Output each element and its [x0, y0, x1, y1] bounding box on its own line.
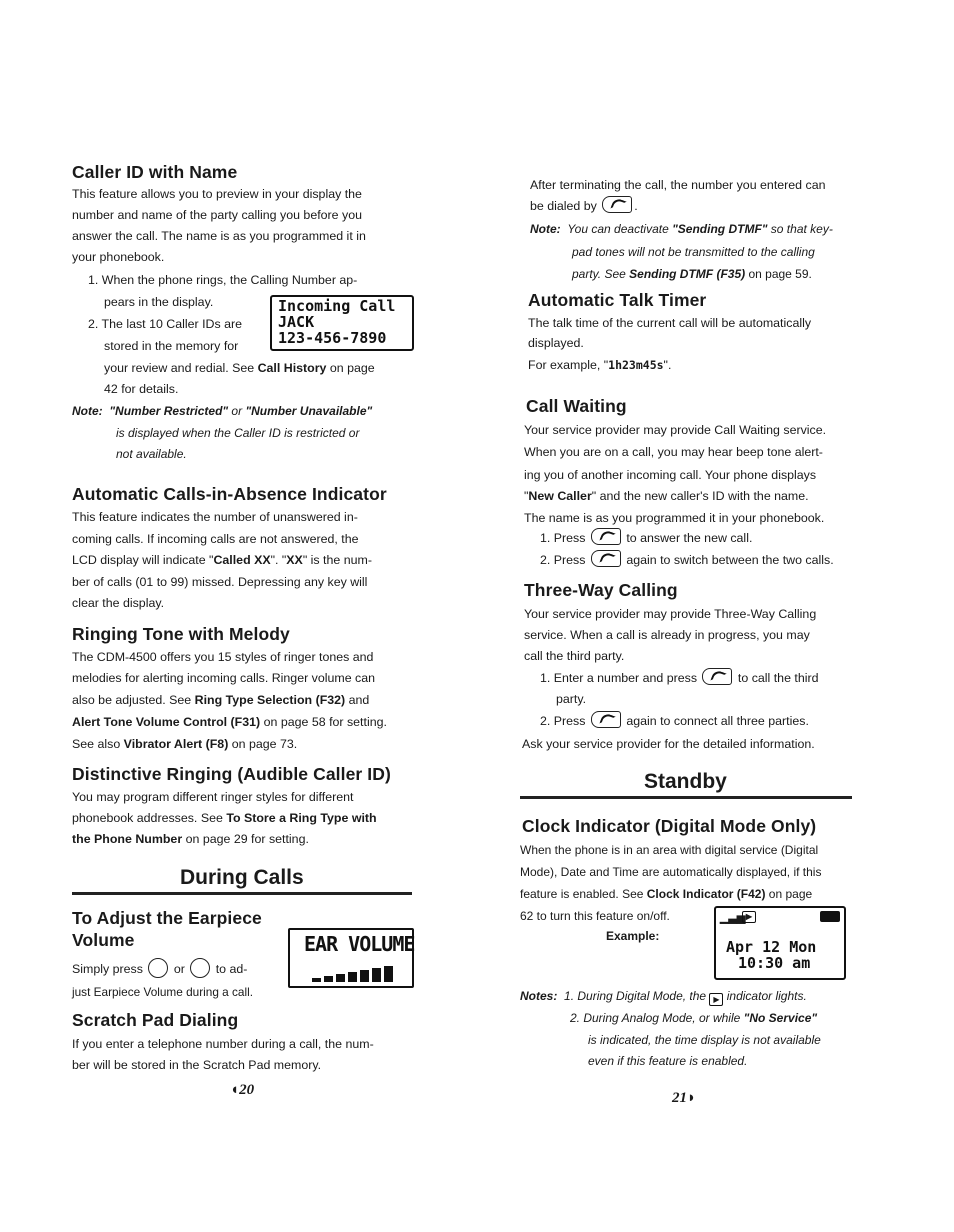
volume-level-bars [312, 964, 408, 982]
clock-l1: When the phone is in an area with digital service (Digital [520, 843, 819, 857]
during-calls-heading: During Calls [180, 866, 304, 889]
after-note-l2: pad tones will not be transmitted to the calling [572, 245, 815, 259]
clock-example: Example: [606, 929, 660, 943]
caller-id-step2c: your review and redial. See Call History on page [104, 361, 375, 375]
caller-id-intro-3: answer the call. The name is as you programmed it in [72, 229, 366, 243]
digital-mode-icon: ▶ [742, 911, 756, 923]
call-waiting-l1: Your service provider may provide Call Waiting service. [524, 423, 827, 437]
call-waiting-title: Call Waiting [526, 396, 627, 416]
clock-l3: feature is enabled. See Clock Indicator (F42) on page [520, 887, 813, 901]
three-way-s2: 2. Press again to connect all three parties. [540, 711, 809, 732]
caller-id-note-2: is displayed when the Caller ID is restricted or [116, 426, 360, 440]
earpiece-l1: Simply press or to ad- [72, 958, 247, 980]
volume-up-key-icon [148, 958, 168, 978]
three-way-l1: Your service provider may provide Three-Way Calling [524, 607, 817, 621]
caller-id-step1a: 1. When the phone rings, the Calling Number ap- [88, 273, 358, 287]
earpiece-title-1: To Adjust the Earpiece [72, 908, 262, 928]
distinctive-l1: You may program different ringer styles for different [72, 790, 354, 804]
call-waiting-l5: The name is as you programmed it in your phonebook. [524, 511, 825, 525]
ringing-tone-l1: The CDM-4500 offers you 15 styles of ringer tones and [72, 650, 374, 664]
send-key-icon [591, 550, 621, 567]
three-way-title: Three-Way Calling [524, 580, 678, 600]
volume-bar [348, 972, 357, 982]
lcd-ear-volume: EAR VOLUME [304, 932, 415, 956]
ringing-tone-l2: melodies for alerting incoming calls. Ringer volume can [72, 671, 376, 685]
clock-note-2: 2. During Analog Mode, or while "No Service" [570, 1011, 818, 1025]
three-way-s1c: party. [556, 692, 587, 706]
clock-note-4: even if this feature is enabled. [588, 1054, 748, 1068]
call-waiting-s2: 2. Press again to switch between the two calls. [540, 550, 834, 571]
talk-timer-l2: displayed. [528, 336, 584, 350]
signal-strength-icon: ▁▃▅ [720, 912, 746, 924]
send-key-icon [702, 668, 732, 685]
caller-id-lcd [270, 295, 414, 351]
calls-absence-l5: clear the display. [72, 596, 165, 610]
volume-bar [384, 966, 393, 982]
clock-l4: 62 to turn this feature on/off. [520, 909, 670, 923]
volume-bar [312, 978, 321, 982]
after-l2: be dialed by . [530, 196, 638, 217]
caller-id-step2d: 42 for details. [104, 382, 179, 396]
three-way-l2: service. When a call is already in progress, you may [524, 628, 810, 642]
send-key-icon [591, 528, 621, 545]
call-waiting-l4: "New Caller" and the new caller's ID with the name. [524, 489, 809, 503]
send-key-icon [602, 196, 632, 213]
caller-id-note-3: not available. [116, 447, 187, 461]
call-waiting-l3: ing you of another incoming call. Your phone displays [524, 468, 817, 482]
talk-timer-l3: For example, "1h23m45s". [528, 358, 672, 372]
calls-absence-title: Automatic Calls-in-Absence Indicator [72, 484, 387, 504]
lcd-incoming-call: Incoming Call [278, 297, 396, 315]
caller-id-step1b: pears in the display. [104, 295, 214, 309]
after-l1: After terminating the call, the number you entered can [530, 178, 826, 192]
clock-note-3: is indicated, the time display is not available [588, 1033, 821, 1047]
talk-timer-title: Automatic Talk Timer [528, 290, 707, 310]
earpiece-title-2: Volume [72, 930, 135, 950]
distinctive-title: Distinctive Ringing (Audible Caller ID) [72, 764, 391, 784]
scratch-title: Scratch Pad Dialing [72, 1010, 239, 1030]
left-page-number: ◖20 [230, 1082, 255, 1098]
ear-volume-lcd [288, 928, 414, 988]
volume-bar [372, 968, 381, 982]
volume-down-key-icon [190, 958, 210, 978]
distinctive-l2: phonebook addresses. See To Store a Ring Type with [72, 811, 377, 825]
three-way-s1: 1. Enter a number and press to call the third [540, 668, 819, 689]
digital-mode-icon: ▶ [709, 993, 723, 1006]
calls-absence-l1: This feature indicates the number of unanswered in- [72, 510, 358, 524]
lcd-time: 10:30 am [738, 954, 811, 972]
call-waiting-l2: When you are on a call, you may hear beep tone alert- [524, 445, 823, 459]
after-note-l1: Note: You can deactivate "Sending DTMF" so that key- [530, 222, 833, 236]
caller-id-intro-1: This feature allows you to preview in your display the [72, 187, 362, 201]
caller-id-step2a: 2. The last 10 Caller IDs are [88, 317, 243, 331]
ringing-tone-title: Ringing Tone with Melody [72, 624, 290, 644]
during-calls-rule [72, 892, 412, 895]
standby-heading: Standby [644, 770, 727, 793]
battery-icon [820, 911, 840, 922]
standby-rule [520, 796, 852, 799]
clock-note-1: Notes: 1. During Digital Mode, the ▶ indicator lights. [520, 989, 807, 1004]
caller-id-note: Note: "Number Restricted" or "Number Unavailable" [72, 404, 373, 418]
distinctive-l3: the Phone Number on page 29 for setting. [72, 832, 309, 846]
three-way-l4: Ask your service provider for the detailed information. [522, 737, 815, 751]
clock-l2: Mode), Date and Time are automatically displayed, if this [520, 865, 822, 879]
clock-lcd [714, 906, 846, 980]
talk-timer-l1: The talk time of the current call will be automatically [528, 316, 812, 330]
calls-absence-l4: ber of calls (01 to 99) missed. Depressing any key will [72, 575, 368, 589]
calls-absence-l3: LCD display will indicate "Called XX". "XX" is the num- [72, 553, 372, 567]
lcd-caller-number: 123-456-7890 [278, 329, 387, 347]
calls-absence-l2: coming calls. If incoming calls are not answered, the [72, 532, 359, 546]
clock-title: Clock Indicator (Digital Mode Only) [522, 816, 817, 836]
right-page-number: 21◗ [672, 1090, 697, 1106]
after-note-l3: party. See Sending DTMF (F35) on page 59. [572, 267, 812, 281]
volume-bar [324, 976, 333, 982]
earpiece-l2: just Earpiece Volume during a call. [72, 985, 253, 999]
caller-id-step2b: stored in the memory for [104, 339, 239, 353]
scratch-l2: ber will be stored in the Scratch Pad memory. [72, 1058, 322, 1072]
scratch-l1: If you enter a telephone number during a call, the num- [72, 1037, 374, 1051]
ringing-tone-l5: See also Vibrator Alert (F8) on page 73. [72, 737, 298, 751]
volume-bar [336, 974, 345, 982]
volume-bar [360, 970, 369, 982]
caller-id-title: Caller ID with Name [72, 162, 238, 182]
three-way-l3: call the third party. [524, 649, 625, 663]
lcd-caller-name: JACK [278, 313, 315, 331]
caller-id-intro-4: your phonebook. [72, 250, 165, 264]
ringing-tone-l4: Alert Tone Volume Control (F31) on page 58 for setting. [72, 715, 387, 729]
lcd-date: Apr 12 Mon [726, 938, 817, 956]
call-waiting-s1: 1. Press to answer the new call. [540, 528, 752, 549]
caller-id-intro-2: number and name of the party calling you before you [72, 208, 362, 222]
ringing-tone-l3: also be adjusted. See Ring Type Selection (F32) and [72, 693, 370, 707]
send-key-icon [591, 711, 621, 728]
